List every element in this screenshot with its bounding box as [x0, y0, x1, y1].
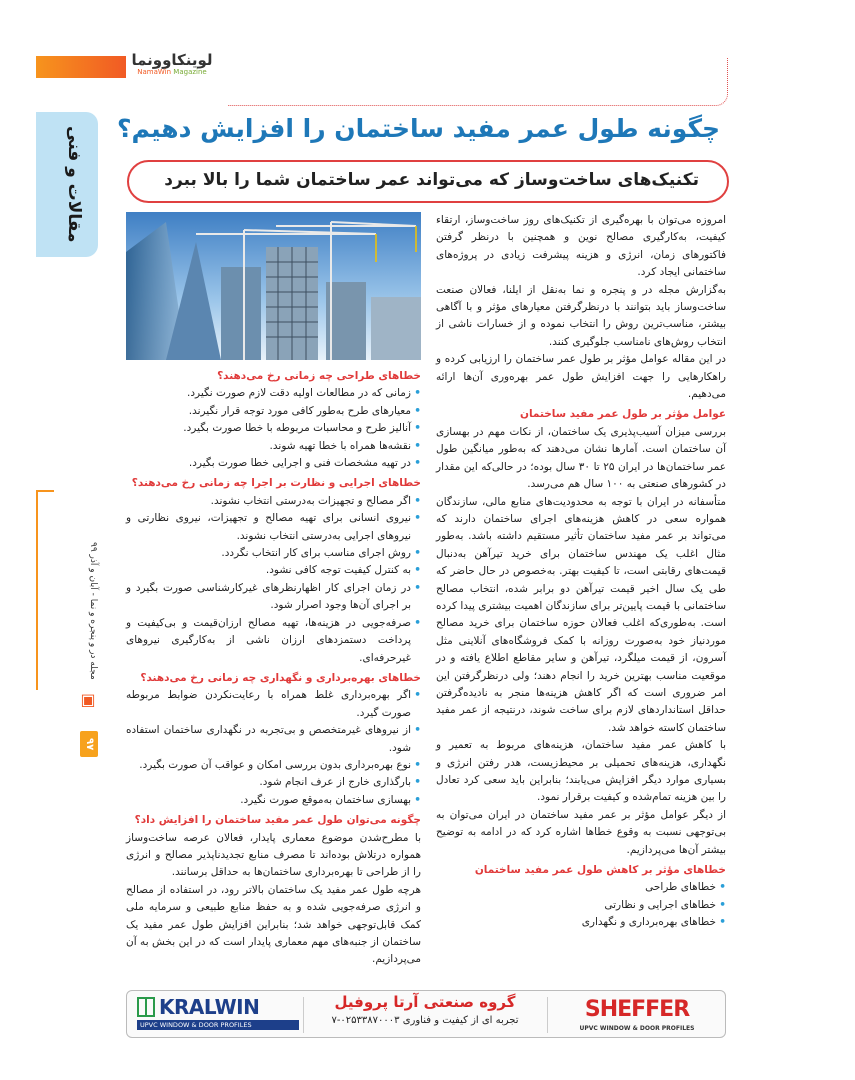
paragraph: با کاهش عمر مفید ساختمان، هزینه‌های مربوط به تعمیر و نگهداری، هزینه‌های تحمیلی بر محیط‌زیست، هدر رفتن انرژی و بسیاری موارد دیگر افزایش می‌یابند؛ بنابراین باید سعی کرد تعادل را بین هزینه تمام‌شده و کیفیت برقرار نمود.	[436, 739, 726, 804]
kralwin-tagline: UPVC WINDOW & DOOR PROFILES	[137, 1020, 299, 1030]
kralwin-logo[interactable]	[137, 995, 299, 1033]
bullet-item: • نوع بهره‌برداری بدون بررسی امکان و عواقب آن صورت بگیرد.	[126, 757, 421, 774]
bullet-item: • در تهیه مشخصات فنی و اجرایی خطا صورت بگیرد.	[126, 455, 421, 472]
footer-advertisement[interactable]	[126, 990, 726, 1038]
side-divider-tick	[36, 490, 54, 492]
construction-photo	[126, 212, 421, 360]
header-color-strip	[36, 56, 126, 78]
logo-en-magazine: Magazine	[173, 68, 207, 76]
kralwin-name: KRALWIN	[159, 995, 260, 1019]
section-heading: خطاهای مؤثر بر کاهش طول عمر مفید ساختمان	[474, 864, 726, 877]
paragraph: با مطرح‌شدن موضوع معماری پایدار، فعالان عرصه ساخت‌وساز همواره درتلاش بوده‌اند تا مصرف منابع تجدیدناپذیر مصالح و انرژی را از طراحی تا بهره‌برداری ساختمان‌ها به حداقل برسانند.	[126, 831, 421, 879]
logo-english	[128, 68, 216, 76]
ad-slogan-phone: تجربه ای از کیفیت و فناوری ۰۲۵۳۳۸۷۰۰۰۳-۷	[331, 1015, 519, 1026]
bullet-item: • خطاهای طراحی	[436, 879, 726, 896]
section-heading: خطاهای اجرایی و نظارت بر اجرا چه زمانی رخ می‌دهند؟	[131, 477, 421, 490]
section-heading: چگونه می‌توان طول عمر مفید ساختمان را افزایش داد؟	[134, 814, 421, 827]
bullet-item: • آنالیز طرح و محاسبات مربوطه با خطا صورت بگیرد.	[126, 420, 421, 437]
bullet-item: • بهسازی ساختمان به‌موقع صورت نگیرد.	[126, 792, 421, 809]
bullet-item: • زمانی که در مطالعات اولیه دقت لازم صورت نگیرد.	[126, 385, 421, 402]
ad-company-name: گروه صنعتی آرتا پروفیل	[334, 993, 516, 1011]
logo-persian: لوینکاوونما	[131, 51, 213, 69]
paragraph: در این مقاله عوامل مؤثر بر طول عمر ساختمان را ارزیابی کرده و راهکارهایی را جهت افزایش طول عمر بهره‌وری آن‌ها ارائه می‌دهیم.	[436, 353, 726, 401]
left-text-column	[126, 365, 421, 975]
bullet-item: • خطاهای اجرایی و نظارتی	[436, 897, 726, 914]
section-heading: عوامل مؤثر بر طول عمر مفید ساختمان	[520, 408, 726, 421]
sheffer-tagline: UPVC WINDOW & DOOR PROFILES	[579, 1025, 695, 1032]
sheffer-logo[interactable]	[557, 995, 717, 1035]
bullet-item: • صرفه‌جویی در هزینه‌ها، تهیه مصالح ارزان‌قیمت و بی‌کیفیت و پرداخت دستمزدهای ارزان ناشی از به‌کارگیری نیروهای غیرحرفه‌ای.	[126, 615, 421, 667]
right-text-column	[436, 212, 726, 982]
logo-en-name: NamaWin	[137, 68, 172, 76]
article-subtitle: تکنیک‌های ساخت‌وساز که می‌تواند عمر ساختمان شما را بالا ببرد	[164, 170, 699, 190]
bullet-item: • از نیروهای غیرمتخصص و بی‌تجربه در نگهداری ساختمان استفاده شود.	[126, 722, 421, 757]
bullet-item: • نقشه‌ها همراه با خطا تهیه شوند.	[126, 438, 421, 455]
bullet-item: • روش اجرای مناسب برای کار انتخاب نگردد.	[126, 545, 421, 562]
paragraph: امروزه می‌توان با بهره‌گیری از تکنیک‌های روز ساخت‌وساز، ارتقاء کیفیت، به‌کارگیری مصالح نوین و همچنین با درنظر گرفتن فاکتورهای زمان، انرژی و هزینه پیشرفت زیادی در پروژه‌های ساختمانی ایجاد کرد.	[436, 214, 726, 279]
paragraph: به‌گزارش مجله در و پنجره و نما به‌نقل از ایلنا، فعالان صنعت ساخت‌وساز باید بتوانند با درنظرگرفتن معیارهای مؤثر و با آگاهی بیشتر، مناسب‌ترین روش را انتخاب نموده و از خسارات ناشی از انتخاب روش‌های نامناسب جلوگیری کنند.	[436, 283, 726, 348]
magazine-emblem-icon: ▣	[80, 690, 96, 709]
section-heading: خطاهای بهره‌برداری و نگهداری چه زمانی رخ می‌دهند؟	[140, 671, 421, 684]
paragraph: متأسفانه در ایران با توجه به محدودیت‌های منابع مالی، سازندگان همواره سعی در کاهش هزینه‌های اجرای ساختمان دارند که می‌تواند بر عمر مفید ساختمان تأثیر مستقیم داشته باشد. به‌طور مثال اغلب یک مهندس ساختمان برای خرید تیرآهن به‌دنبال قیمت‌های رقابتی است، تا کیفیت بهتر. به‌خصوص در حال حاضر که طی یک سال اخیر قیمت تیرآهن دو برابر شده، انتخاب مصالح ساختمانی با قیمت پایین‌تر برای سازندگان اهمیت بیشتری پیدا کرده است. به‌طوری‌که اغلب فعالان حوزه ساختمان برای خرید مصالح موردنیاز خود به‌صورت روزانه با کمک فروشگاه‌های آنلاینی مثل آسرون، از قیمت میلگرد، تیرآهن و سایر مقاطع اطلاع یافته و در موقعیت مناسب بهترین خرید را انجام دهند؛ ولی درنظرگرفتن این امر ضروری است که اگر کاهش هزینه‌ها منجر به نادیده‌گرفتن حداقل استانداردهای لازم برای ساخت شوند، درنتیجه از عمر مفید ساختمان کاسته خواهد شد.	[436, 495, 726, 734]
side-divider	[36, 490, 38, 690]
section-tab	[36, 112, 98, 257]
bullet-item: • به کنترل کیفیت توجه کافی نشود.	[126, 562, 421, 579]
bullet-item: • معیارهای طرح به‌طور کافی مورد توجه قرار نگیرند.	[126, 403, 421, 420]
ad-divider	[547, 997, 548, 1033]
bullet-item: • نیروی انسانی برای تهیه مصالح و تجهیزات، نیروی نظارتی و نیروهای اجرایی به‌درستی انتخاب نشوند.	[126, 510, 421, 545]
issue-caption: مجله در و پنجره و نما - آبان و آذر ۹۹	[88, 542, 98, 680]
section-label: مقالات و فنی	[64, 125, 84, 243]
bullet-item: • اگر بهره‌برداری غلط همراه با رعایت‌نکردن ضوابط مربوطه صورت گیرد.	[126, 687, 421, 722]
bullet-item: • اگر مصالح و تجهیزات به‌درستی انتخاب نشوند.	[126, 493, 421, 510]
bullet-item: • بارگذاری خارج از عرف انجام شود.	[126, 774, 421, 791]
bullet-item: • در زمان اجرای کار اظهارنظرهای غیرکارشناسی صورت بگیرد و بر اجرای آن‌ها وجود اصرار شود.	[126, 580, 421, 615]
window-icon	[137, 997, 155, 1017]
section-heading: خطاهای طراحی چه زمانی رخ می‌دهند؟	[217, 370, 421, 382]
subtitle-frame	[127, 160, 729, 203]
paragraph: از دیگر عوامل مؤثر بر عمر مفید ساختمان در ایران می‌توان به بی‌توجهی نسبت به وقوع خطاها اشاره کرد که در ادامه به توضیح بیشتر آن‌ها می‌پردازیم.	[436, 808, 726, 856]
paragraph: هرچه طول عمر مفید یک ساختمان بالاتر رود، در استفاده از مصالح و انرژی صرفه‌جویی شده و به حفظ منابع طبیعی و سرمایه ملی کمک قابل‌توجهی خواهد شد؛ بنابراین افزایش طول عمر مفید یک ساختمان از جنبه‌های مهم معماری پایدار است که در این بخش به آن می‌پردازیم.	[126, 883, 421, 966]
ad-divider	[303, 997, 304, 1033]
page-number: ۹۷	[80, 731, 98, 757]
sheffer-name: SHEFFER	[584, 997, 690, 1022]
header-decorative-frame	[228, 58, 728, 106]
paragraph: بررسی میزان آسیب‌پذیری یک ساختمان، از نکات مهم در بهسازی آن ساختمان است. آمارها نشان می‌دهند که به‌طور میانگین طول عمر ساختمان‌ها در ایران ۲۵ تا ۳۰ سال بوده؛ در حالی‌که این مقدار در کشورهای صنعتی به ۱۰۰ سال هم می‌رسد.	[436, 425, 726, 491]
magazine-logo[interactable]	[128, 52, 216, 82]
bullet-item: • خطاهای بهره‌برداری و نگهداری	[436, 914, 726, 931]
article-title: چگونه طول عمر مفید ساختمان را افزایش دهیم؟	[116, 114, 720, 143]
